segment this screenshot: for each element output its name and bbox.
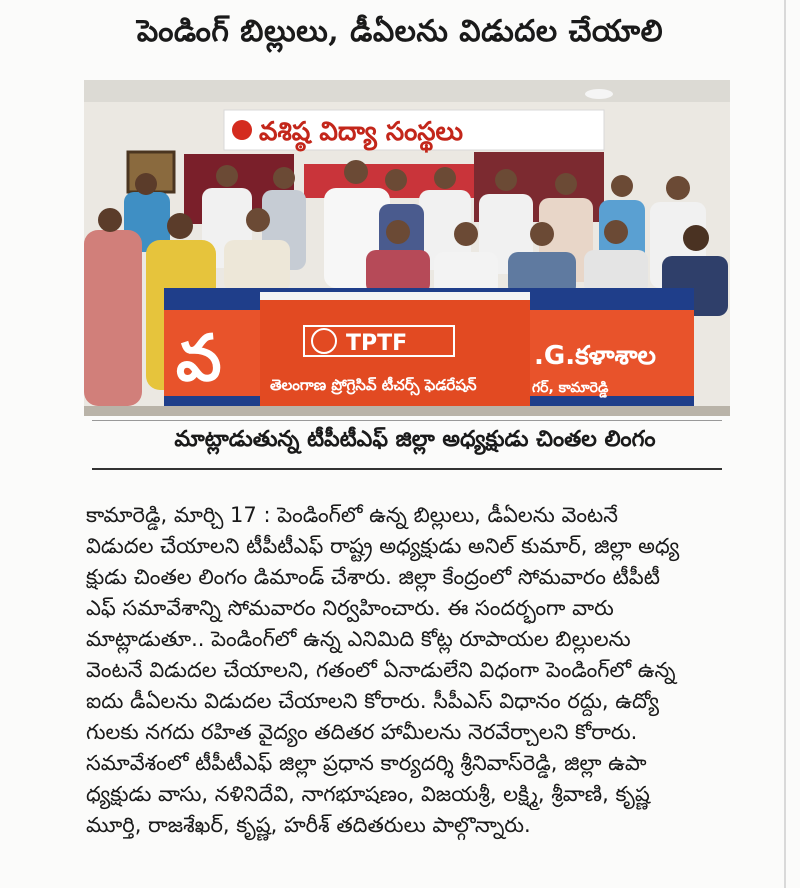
caption-bottom-rule — [92, 468, 722, 470]
article-line: గులకు నగదు రహిత వైద్యం తదితర హామీలను నెరవేర్చాలని కోరారు. — [86, 720, 638, 744]
article-body — [86, 500, 726, 841]
article-line: వెంటనే విడుదల చేయాలని, గతంలో ఏనాడులేని విధంగా పెండింగ్‌లో ఉన్న — [86, 658, 676, 682]
photo-caption: మాట్లాడుతున్న టీపీటీఎఫ్ జిల్లా అధ్యక్షుడు చింతల లింగం — [174, 426, 656, 452]
article-line: విడుదల చేయాలని టీపీటీఎఫ్ రాష్ట్ర అధ్యక్షుడు అనిల్ కుమార్, జిల్లా అధ్య — [86, 534, 680, 558]
article-line: మూర్తి, రాజశేఖర్, కృష్ణ, హరీశ్ తదితరులు పాల్గొన్నారు. — [86, 813, 531, 837]
article-line: కామారెడ్డి, మార్చి 17 : పెండింగ్‌లో ఉన్న బిల్లులు, డీఏలను వెంటనే — [86, 503, 619, 527]
flag-banner-text: తెలంగాణ ప్రోగ్రెసివ్ టీచర్స్ ఫెడరేషన్ — [270, 376, 477, 394]
banner-text: వశిష్ఠ విద్యా సంస్థలు — [259, 117, 463, 147]
article-line: ధ్యక్షుడు వాసు, నళినిదేవి, నాగభూషణం, విజయశ్రీ, లక్ష్మి, శ్రీవాణి, కృష్ణ — [86, 782, 650, 806]
article-line: ఐదు డీఏలను విడుదల చేయాలని కోరారు. సీపీఎస్ విధానం రద్దు, ఉద్యో — [86, 689, 660, 713]
article-line: మాట్లాడుతూ.. పెండింగ్‌లో ఉన్న ఎనిమిది కోట్ల రూపాయల బిల్లులను — [86, 627, 631, 651]
headline: పెండింగ్ బిల్లులు, డీఏలను విడుదల చేయాలి — [136, 14, 664, 49]
article-line: క్షుడు చింతల లింగం డిమాండ్ చేశారు. జిల్లా కేంద్రంలో సోమవారం టీపీటీ — [86, 565, 660, 589]
article-line: సమావేశంలో టీపీటీఎఫ్ జిల్లా ప్రధాన కార్యదర్శి శ్రీనివాస్‌రెడ్డి, జిల్లా ఉపా — [86, 751, 647, 775]
flag-right-fragment: గర్, కామారెడ్డి — [532, 380, 609, 396]
news-photo — [84, 80, 730, 416]
caption-top-rule — [92, 420, 722, 421]
column-divider — [784, 0, 786, 888]
flag-logo-text: TPTF — [346, 331, 408, 356]
article-line: ఎఫ్ సమావేశాన్ని సోమవారం నిర్వహించారు. ఈ సందర్భంగా వారు — [86, 596, 614, 620]
table-sign-left: వ — [176, 321, 222, 396]
photo-illustration — [84, 80, 730, 416]
table-sign-right: .G.కళాశాల — [534, 341, 656, 371]
